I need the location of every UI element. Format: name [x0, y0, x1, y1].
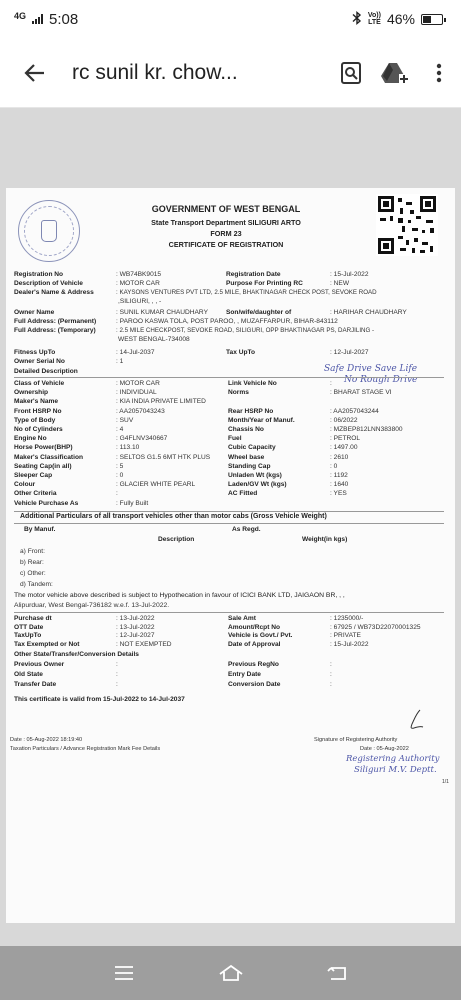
detail-right-row-value: :: [330, 380, 332, 387]
detail-right-row-value: : 1640: [330, 481, 349, 489]
reg-date-label: Registration Date: [226, 271, 281, 278]
transfer-right-row-value: :: [330, 671, 332, 678]
purpose-value: : NEW: [330, 280, 350, 287]
transfer-right-row-value: :: [330, 661, 332, 668]
perm-address-value: : PAROO KASWA TOLA, POST PAROO, , MUZAFFARPUR, BIHAR-843112: [116, 318, 338, 325]
detail-right-row-value: : PETROL: [330, 435, 361, 443]
status-left: [14, 11, 78, 28]
detail-left-row-value: : G4FLNV340667: [116, 435, 168, 443]
relation-value: : HARIHAR CHAUDHARY: [330, 309, 407, 316]
purpose-label: Purpose For Printing RC: [226, 280, 303, 287]
by-manuf-label: By Manuf.: [24, 526, 56, 533]
payment-left-row-label: OTT Date: [14, 623, 44, 631]
pdf-page: [6, 188, 455, 923]
menu-icon[interactable]: [104, 953, 144, 993]
detail-right-row-value: : YES: [330, 490, 347, 498]
detail-left-row-label: Maker's Classification: [14, 453, 83, 461]
detail-left-row-value: : KIA INDIA PRIVATE LIMITED: [116, 398, 206, 406]
detail-right-row-label: Month/Year of Manuf.: [228, 416, 295, 424]
transfer-left-row-value: :: [116, 661, 118, 668]
owner-serial-value: : 1: [116, 358, 124, 365]
doc-header-certificate: CERTIFICATE OF REGISTRATION: [168, 240, 284, 249]
authority-stamp-line1: Registering Authority: [346, 754, 440, 764]
axle-front: a) Front:: [20, 548, 45, 555]
payment-right-row-label: Sale Amt: [228, 615, 256, 622]
validity-text: This certificate is valid from 15-Jul-2022 to 14-Jul-2037: [14, 696, 185, 703]
authority-stamp-line2: Siliguri M.V. Deptt.: [354, 765, 437, 775]
payment-right-row-value: : PRIVATE: [330, 632, 361, 640]
detail-left-row-label: Horse Power(BHP): [14, 444, 73, 452]
search-document-icon[interactable]: [329, 51, 373, 95]
additional-title: Additional Particulars of all transport vehicles other than motor cabs (Gross Vehicle Weight): [20, 513, 327, 520]
tax-label: Tax UpTo: [226, 349, 256, 356]
detail-left-row-value: : GLACIER WHITE PEARL: [116, 481, 196, 489]
detail-right-row-value: : 2610: [330, 453, 349, 461]
battery-icon: [421, 14, 443, 25]
payment-left-row-value: : 12-Jul-2027: [116, 632, 155, 640]
reg-no-value: : WB74BK9015: [116, 271, 162, 278]
payment-right-row-label: Vehicle is Govt./ Pvt.: [228, 632, 293, 640]
doc-header-form: FORM 23: [210, 229, 242, 238]
detail-right-row-label: Wheel base: [228, 453, 265, 461]
detail-left-row-label: Ownership: [14, 389, 49, 397]
detail-left-row-value: : MOTOR CAR: [116, 380, 160, 387]
detail-right-row-label: Rear HSRP No: [228, 407, 274, 415]
payment-right-row-label: Date of Approval: [228, 640, 281, 648]
dealer-label: Dealer's Name & Address: [14, 289, 94, 296]
detail-left-row-label: Sleeper Cap: [14, 472, 53, 479]
axle-rear: b) Rear:: [20, 559, 44, 566]
payment-left-row-value: : 13-Jul-2022: [116, 623, 155, 631]
government-seal-icon: [18, 200, 80, 262]
document-title: rc sunil kr. chow...: [72, 60, 238, 84]
owner-name-value: : SUNIL KUMAR CHAUDHARY: [116, 309, 208, 316]
signature-icon: [406, 708, 428, 732]
detail-right-row-value: : 1192: [330, 472, 348, 479]
footer-date: Date : 05-Aug-2022 18:19:40: [10, 737, 83, 743]
hypothecation-line2: Alipurduar, West Bengal-736182 w.e.f. 13-Jul-2022.: [14, 602, 170, 609]
page-number: 1/1: [442, 779, 449, 785]
app-toolbar: [0, 38, 461, 108]
divider: [14, 377, 444, 378]
detail-left-row-label: Front HSRP No: [14, 407, 62, 415]
detail-right-row-label: Link Vehicle No: [228, 380, 277, 387]
temp-address-value-1: : 2.5 MILE CHECKPOST, SEVOKE ROAD, SILIGURI, OPP BHAKTINAGAR PS, DARJILING -: [116, 327, 375, 334]
relation-label: Son/wife/daughter of: [226, 309, 292, 316]
detail-left-row-value: :: [116, 490, 118, 498]
drive-add-icon[interactable]: [373, 51, 417, 95]
detail-left-row-label: Vehicle Purchase As: [14, 499, 79, 507]
system-nav-bar: [0, 946, 461, 1000]
transfer-right-row-label: Previous RegNo: [228, 661, 279, 668]
reg-no-label: Registration No: [14, 271, 64, 278]
detail-left-row-label: Class of Vehicle: [14, 380, 65, 387]
detail-left-row-value: : 4: [116, 426, 124, 433]
volte-indicator: [368, 12, 381, 26]
volte-bottom: LTE: [368, 19, 381, 26]
divider: [14, 523, 444, 524]
transfer-right-row-label: Conversion Date: [228, 681, 281, 688]
footer-taxation: Taxation Particulars / Advance Registration Mark Fee Details: [10, 746, 161, 752]
detail-left-row-label: Engine No: [14, 435, 47, 443]
home-icon[interactable]: [211, 953, 251, 993]
bluetooth-icon: [352, 11, 362, 28]
owner-serial-label: Owner Serial No: [14, 358, 65, 365]
status-right: [352, 11, 443, 28]
transfer-left-row-value: :: [116, 671, 118, 678]
fitness-value: : 14-Jul-2037: [116, 349, 155, 356]
vehicle-desc-label: Description of Vehicle: [14, 280, 83, 287]
detail-left-row-value: : 0: [116, 472, 124, 479]
detail-right-row-label: Unladen Wt (kgs): [228, 472, 282, 479]
qr-code-icon: [376, 194, 438, 256]
detail-left-row-value: : 5: [116, 462, 124, 470]
detail-right-row-label: Chassis No: [228, 426, 264, 433]
status-bar: [0, 0, 461, 38]
safe-drive-stamp-line1: Safe Drive Save Life: [324, 364, 418, 374]
back-nav-icon[interactable]: [318, 953, 358, 993]
payment-right-row-value: : 1235000/-: [330, 615, 364, 622]
transfer-right-row-value: :: [330, 681, 332, 688]
payment-left-row-label: TaxUpTo: [14, 632, 42, 640]
detail-left-row-label: Other Criteria: [14, 490, 57, 498]
transfer-left-row-label: Transfer Date: [14, 681, 57, 688]
signature-title: Signature of Registering Authority: [314, 737, 398, 743]
reg-date-value: : 15-Jul-2022: [330, 271, 369, 278]
detail-right-row-value: : 0: [330, 462, 338, 470]
detail-right-row-label: Laden/GV Wt (kgs): [228, 481, 287, 489]
detail-right-row-label: AC Fitted: [228, 490, 258, 498]
payment-right-row-value: : 67925 / WB73D22070001325: [330, 623, 421, 631]
detail-right-row-value: : 1497.00: [330, 444, 358, 452]
detail-right-row-value: : MZBEP812LNN383800: [330, 426, 403, 433]
detail-right-row-label: Fuel: [228, 435, 242, 443]
detail-right-row-label: Cubic Capacity: [228, 444, 276, 452]
more-vert-icon[interactable]: [417, 51, 461, 95]
payment-right-row-value: : 15-Jul-2022: [330, 640, 369, 648]
hypothecation-line1: The motor vehicle above described is subject to Hypothecation in favour of ICICI BANK LTD, JAIGAON BR, , ,: [14, 592, 345, 599]
volte-top: Vo)): [367, 12, 381, 19]
transfer-left-row-value: :: [116, 681, 118, 688]
axle-tandem: d) Tandem:: [20, 581, 53, 588]
signal-icon: [32, 14, 43, 24]
payment-left-row-label: Tax Exempted or Not: [14, 640, 80, 648]
payment-left-row-label: Purchase dt: [14, 615, 52, 622]
clock: 5:08: [49, 10, 79, 28]
payment-left-row-value: : NOT EXEMPTED: [116, 640, 172, 648]
payment-left-row-value: : 13-Jul-2022: [116, 615, 155, 622]
document-viewer[interactable]: [0, 108, 461, 946]
detail-left-row-value: : SELTOS G1.5 6MT HTK PLUS: [116, 453, 211, 461]
transfer-right-row-label: Entry Date: [228, 671, 261, 678]
weight-col-header: Weight(in kgs): [302, 536, 348, 543]
detail-left-row-value: : 113.10: [116, 444, 140, 452]
as-regd-label: As Regd.: [232, 526, 261, 533]
detail-left-row-label: No of Cylinders: [14, 426, 63, 433]
transfer-left-row-label: Previous Owner: [14, 661, 65, 668]
detail-left-row-value: : Fully Built: [116, 499, 149, 507]
transfer-title: Other State/Transfer/Conversion Details: [14, 651, 139, 658]
detail-right-row-value: : AA2057043244: [330, 407, 379, 415]
detail-left-row-label: Seating Cap(in all): [14, 462, 72, 470]
temp-address-value-2: WEST BENGAL-734008: [118, 336, 190, 343]
safe-drive-stamp-line2: No Rough Drive: [344, 375, 418, 385]
dealer-value-2: ,SILIGURI, , , -: [118, 298, 162, 305]
detail-right-row-value: : 06/2022: [330, 416, 358, 424]
payment-right-row-label: Amount/Rcpt No: [228, 623, 281, 631]
divider: [14, 612, 444, 613]
fitness-label: Fitness UpTo: [14, 349, 56, 356]
detail-right-row-label: Standing Cap: [228, 462, 271, 470]
doc-header-government: GOVERNMENT OF WEST BENGAL: [151, 204, 301, 214]
dealer-value-1: : KAYSONS VENTURES PVT LTD, 2.5 MILE, BHAKTINAGAR CHECK POST, SEVOKE ROAD: [116, 289, 377, 296]
detail-left-row-value: : INDIVIDUAL: [116, 389, 157, 397]
signature-date: Date : 05-Aug-2022: [360, 746, 409, 752]
perm-address-label: Full Address: (Permanent): [14, 318, 97, 325]
back-arrow-icon[interactable]: [0, 38, 70, 108]
detail-left-row-label: Maker's Name: [14, 398, 59, 406]
doc-header-department: State Transport Department SILIGURI ARTO: [151, 218, 301, 227]
detail-left-row-label: Type of Body: [14, 416, 56, 424]
detail-right-row-label: Norms: [228, 389, 249, 397]
tax-value: : 12-Jul-2027: [330, 349, 369, 356]
vehicle-desc-value: : MOTOR CAR: [116, 280, 160, 287]
axle-other: c) Other:: [20, 570, 46, 577]
description-col-header: Description: [158, 536, 195, 543]
detail-right-row-value: : BHARAT STAGE VI: [330, 389, 392, 397]
detail-left-row-label: Colour: [14, 481, 36, 489]
temp-address-label: Full Address: (Temporary): [14, 327, 96, 334]
transfer-left-row-label: Old State: [14, 671, 43, 678]
detail-left-row-value: : SUV: [116, 416, 134, 424]
owner-name-label: Owner Name: [14, 309, 55, 316]
divider: [14, 511, 444, 512]
detail-left-row-value: : AA2057043243: [116, 407, 165, 415]
detailed-desc-title: Detailed Description: [14, 368, 78, 375]
network-type: 4G: [14, 11, 27, 21]
battery-percent: 46%: [386, 11, 415, 27]
